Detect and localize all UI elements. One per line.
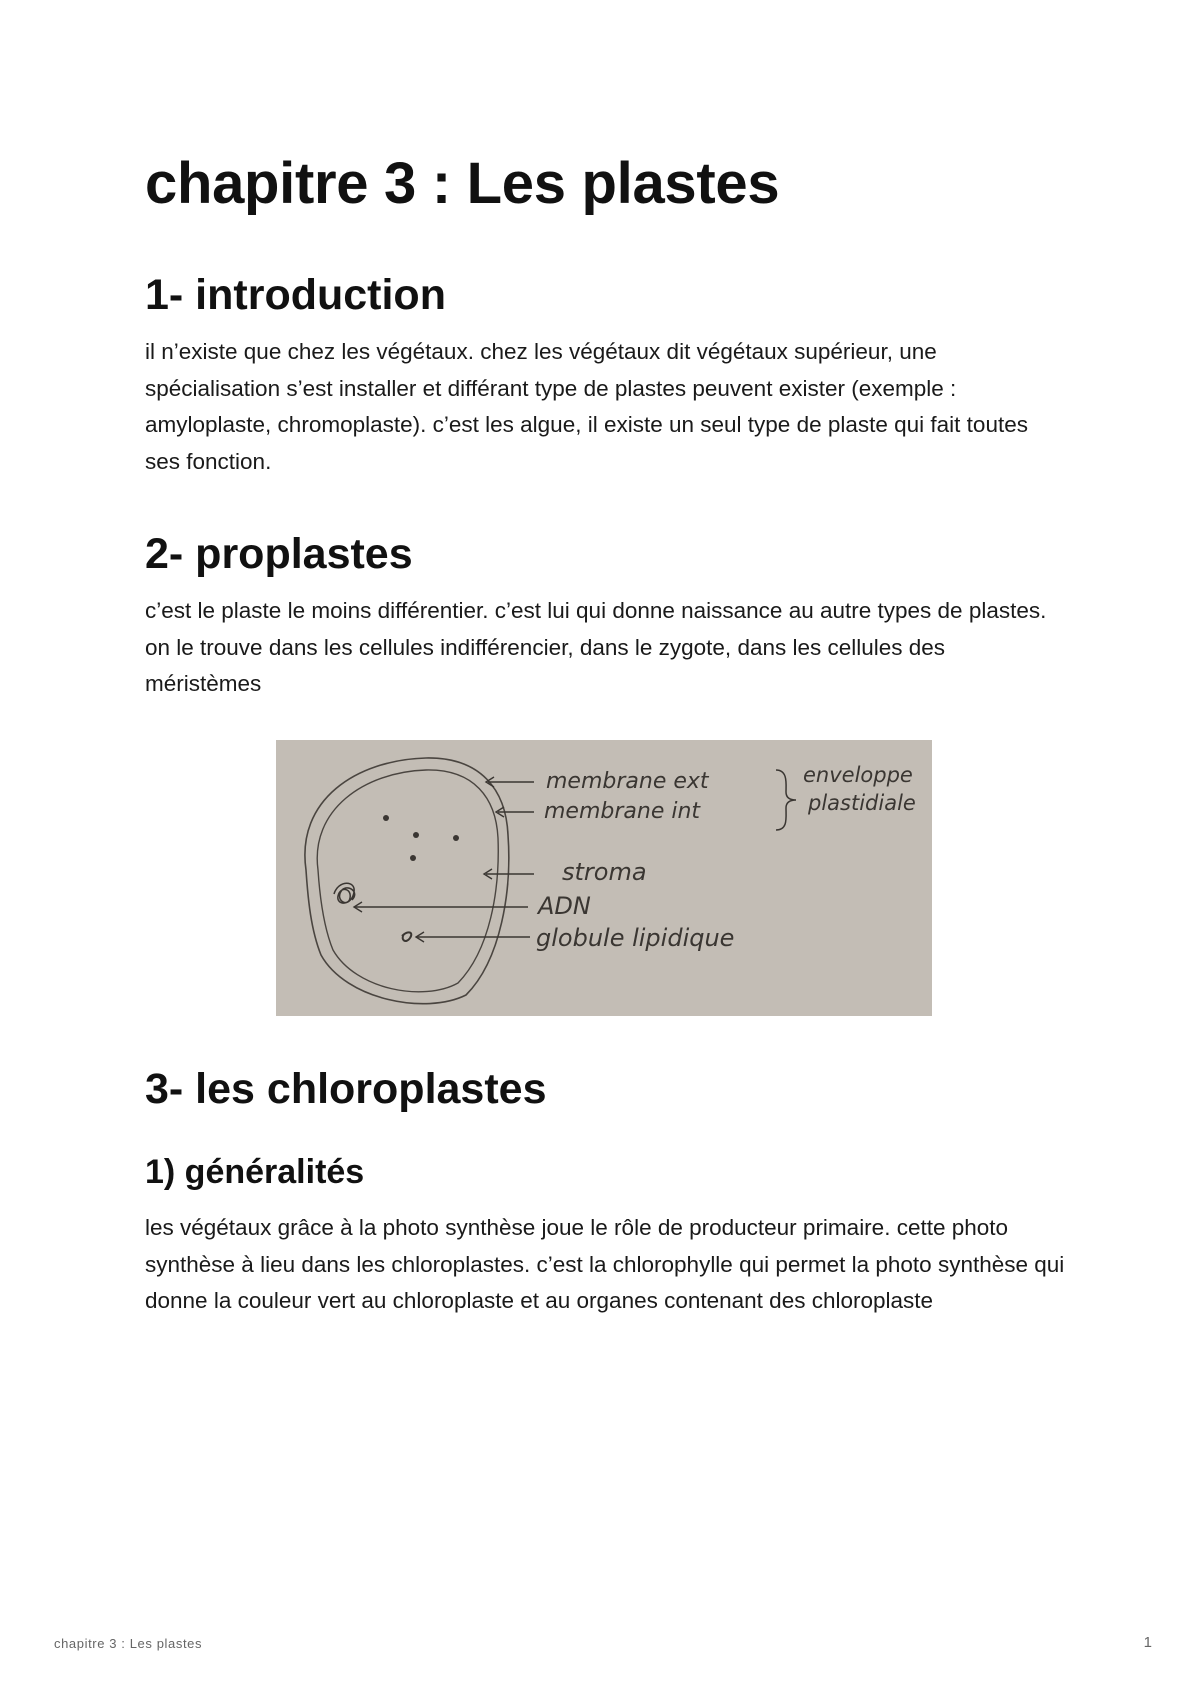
section-text-proplastes: c’est le plaste le moins différentier. c’est lui qui donne naissance au autre types de plastes. on le trouve dans les cellules indifférencier, dans le zygote, dans les cellules des méristèmes [145,598,1047,696]
label-globule-lipidique: globule lipidique [536,924,735,952]
label-enveloppe: enveloppe [803,763,913,787]
section-heading-chloroplastes: 3- les chloroplastes [145,1065,547,1113]
page-title: chapitre 3 : Les plastes [145,151,780,216]
sketch-dot [413,832,419,838]
sketch-dot [453,835,459,841]
section-text-introduction: il n’existe que chez les végétaux. chez les végétaux dit végétaux supérieur, une spécialisation s’est installer et différant type de plastes peuvent exister (exemple : amyloplaste, chromoplaste). c’est les algue, il existe un seul type de plaste qui fait toutes ses fonction. [145,339,1028,474]
section-heading-introduction: 1- introduction [145,271,446,319]
label-membrane-int: membrane int [544,799,701,824]
sketch-dot [410,855,416,861]
footer-document-title: chapitre 3 : Les plastes [54,1636,203,1651]
label-stroma: stroma [562,858,647,886]
proplaste-sketch-figure [276,740,932,1016]
proplaste-sketch-drawing [276,740,932,1016]
footer-page-number: 1 [1143,1634,1152,1651]
subsection-text-generalites: les végétaux grâce à la photo synthèse joue le rôle de producteur primaire. cette photo synthèse à lieu dans les chloroplastes. c’est la chlorophylle qui permet la photo synthèse qui donne la couleur vert au chloroplaste et au organes contenant des chloroplaste [145,1215,1065,1313]
label-plastidiale: plastidiale [808,791,916,815]
sketch-dot [383,815,389,821]
label-membrane-ext: membrane ext [546,769,709,794]
section-heading-proplastes: 2- proplastes [145,530,413,578]
subsection-heading-generalites: 1) généralités [145,1153,365,1191]
label-adn: ADN [538,892,591,920]
